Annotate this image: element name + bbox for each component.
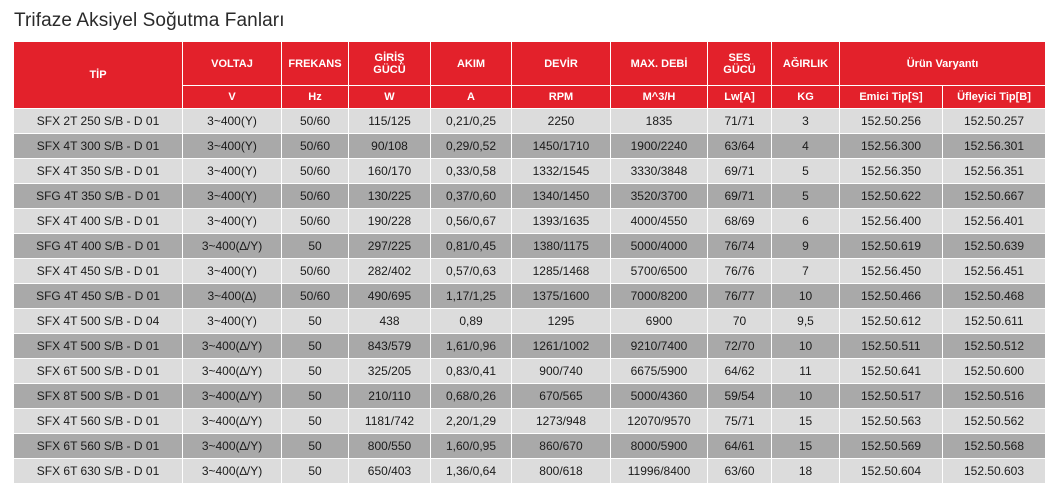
- cell-akim: 1,36/0,64: [431, 459, 512, 484]
- cell-emici: 152.50.517: [840, 384, 943, 409]
- cell-frekans: 50: [282, 384, 349, 409]
- cell-ses: 76/74: [708, 234, 772, 259]
- cell-voltaj: 3~400(Y): [183, 259, 282, 284]
- cell-emici: 152.56.300: [840, 134, 943, 159]
- cell-emici: 152.50.612: [840, 309, 943, 334]
- cell-devir: 1261/1002: [512, 334, 611, 359]
- col-header-devir: DEVİR: [512, 42, 611, 86]
- cell-akim: 0,68/0,26: [431, 384, 512, 409]
- cell-agirlik: 10: [772, 284, 840, 309]
- cell-akim: 1,17/1,25: [431, 284, 512, 309]
- cell-ufleyici: 152.50.562: [943, 409, 1046, 434]
- cell-akim: 0,56/0,67: [431, 209, 512, 234]
- cell-akim: 0,89: [431, 309, 512, 334]
- cell-tip: SFX 4T 560 S/B - D 01: [14, 409, 183, 434]
- unit-akim: A: [431, 86, 512, 109]
- cell-ufleyici: 152.50.512: [943, 334, 1046, 359]
- col-header-giris-line1: GİRİŞ: [374, 51, 405, 64]
- cell-giris: 1181/742: [349, 409, 431, 434]
- table-row: [14, 109, 1046, 134]
- cell-ufleyici: 152.50.568: [943, 434, 1046, 459]
- cell-debi: 6900: [611, 309, 708, 334]
- cell-akim: 0,57/0,63: [431, 259, 512, 284]
- cell-ses: 63/64: [708, 134, 772, 159]
- cell-ufleyici: 152.56.351: [943, 159, 1046, 184]
- cell-devir: 670/565: [512, 384, 611, 409]
- table-row: [14, 384, 1046, 409]
- cell-voltaj: 3~400(∆/Y): [183, 234, 282, 259]
- cell-ses: 59/54: [708, 384, 772, 409]
- cell-agirlik: 7: [772, 259, 840, 284]
- cell-agirlik: 9: [772, 234, 840, 259]
- cell-giris: 325/205: [349, 359, 431, 384]
- cell-ses: 72/70: [708, 334, 772, 359]
- cell-debi: 1900/2240: [611, 134, 708, 159]
- cell-voltaj: 3~400(Y): [183, 209, 282, 234]
- cell-ses: 64/61: [708, 434, 772, 459]
- cell-tip: SFX 4T 350 S/B - D 01: [14, 159, 183, 184]
- cell-emici: 152.50.622: [840, 184, 943, 209]
- cell-ufleyici: 152.50.603: [943, 459, 1046, 484]
- cell-ses: 69/71: [708, 159, 772, 184]
- col-header-voltaj: VOLTAJ: [183, 42, 282, 86]
- cell-voltaj: 3~400(Y): [183, 184, 282, 209]
- col-header-agirlik: AĞIRLIK: [772, 42, 840, 86]
- table-row: [14, 434, 1046, 459]
- cell-agirlik: 15: [772, 409, 840, 434]
- cell-devir: 1393/1635: [512, 209, 611, 234]
- col-header-debi: MAX. DEBİ: [611, 42, 708, 86]
- cell-emici: 152.56.450: [840, 259, 943, 284]
- cell-devir: 1295: [512, 309, 611, 334]
- page-title: Trifaze Aksiyel Soğutma Fanları: [14, 10, 285, 31]
- cell-ses: 64/62: [708, 359, 772, 384]
- cell-giris: 282/402: [349, 259, 431, 284]
- cell-emici: 152.50.604: [840, 459, 943, 484]
- cell-giris: 297/225: [349, 234, 431, 259]
- cell-giris: 160/170: [349, 159, 431, 184]
- cell-akim: 0,21/0,25: [431, 109, 512, 134]
- cell-tip: SFG 4T 400 S/B - D 01: [14, 234, 183, 259]
- cell-akim: 0,33/0,58: [431, 159, 512, 184]
- cell-devir: 900/740: [512, 359, 611, 384]
- cell-agirlik: 18: [772, 459, 840, 484]
- cell-ufleyici: 152.50.516: [943, 384, 1046, 409]
- table-row: [14, 309, 1046, 334]
- cell-devir: 1380/1175: [512, 234, 611, 259]
- cell-ses: 68/69: [708, 209, 772, 234]
- unit-frekans: Hz: [282, 86, 349, 109]
- cell-tip: SFX 6T 560 S/B - D 01: [14, 434, 183, 459]
- cell-tip: SFG 4T 450 S/B - D 01: [14, 284, 183, 309]
- cell-ufleyici: 152.50.611: [943, 309, 1046, 334]
- cell-emici: 152.50.641: [840, 359, 943, 384]
- cell-agirlik: 6: [772, 209, 840, 234]
- cell-tip: SFX 4T 450 S/B - D 01: [14, 259, 183, 284]
- cell-agirlik: 5: [772, 184, 840, 209]
- cell-akim: 1,60/0,95: [431, 434, 512, 459]
- cell-agirlik: 11: [772, 359, 840, 384]
- cell-frekans: 50/60: [282, 184, 349, 209]
- cell-devir: 2250: [512, 109, 611, 134]
- cell-akim: 0,81/0,45: [431, 234, 512, 259]
- cell-frekans: 50/60: [282, 259, 349, 284]
- cell-akim: 1,61/0,96: [431, 334, 512, 359]
- cell-debi: 12070/9570: [611, 409, 708, 434]
- cell-emici: 152.56.350: [840, 159, 943, 184]
- cell-ses: 69/71: [708, 184, 772, 209]
- col-header-giris-line2: GÜCÜ: [373, 63, 406, 76]
- cell-debi: 5700/6500: [611, 259, 708, 284]
- table-row: [14, 134, 1046, 159]
- table-row: [14, 334, 1046, 359]
- cell-frekans: 50: [282, 234, 349, 259]
- unit-giris: W: [349, 86, 431, 109]
- cell-ufleyici: 152.50.639: [943, 234, 1046, 259]
- cell-voltaj: 3~400(∆/Y): [183, 409, 282, 434]
- cell-voltaj: 3~400(Y): [183, 159, 282, 184]
- cell-voltaj: 3~400(∆/Y): [183, 434, 282, 459]
- cell-emici: 152.50.563: [840, 409, 943, 434]
- cell-voltaj: 3~400(Y): [183, 109, 282, 134]
- cell-voltaj: 3~400(∆/Y): [183, 359, 282, 384]
- table-row: [14, 459, 1046, 484]
- unit-agirlik: KG: [772, 86, 840, 109]
- cell-debi: 4000/4550: [611, 209, 708, 234]
- cell-tip: SFX 4T 500 S/B - D 04: [14, 309, 183, 334]
- cell-giris: 800/550: [349, 434, 431, 459]
- cell-debi: 1835: [611, 109, 708, 134]
- cell-debi: 11996/8400: [611, 459, 708, 484]
- cell-emici: 152.50.619: [840, 234, 943, 259]
- header-row: [14, 42, 1046, 86]
- cell-giris: 190/228: [349, 209, 431, 234]
- cell-devir: 1450/1710: [512, 134, 611, 159]
- unit-emici: Emici Tip[S]: [840, 86, 943, 109]
- cell-giris: 650/403: [349, 459, 431, 484]
- cell-ufleyici: 152.56.301: [943, 134, 1046, 159]
- cell-tip: SFX 2T 250 S/B - D 01: [14, 109, 183, 134]
- table-row: [14, 184, 1046, 209]
- cell-ufleyici: 152.50.667: [943, 184, 1046, 209]
- unit-ufleyici: Üfleyici Tip[B]: [943, 86, 1046, 109]
- cell-ses: 75/71: [708, 409, 772, 434]
- cell-debi: 5000/4360: [611, 384, 708, 409]
- cell-tip: SFG 4T 350 S/B - D 01: [14, 184, 183, 209]
- cell-debi: 7000/8200: [611, 284, 708, 309]
- col-header-tip: TİP: [14, 42, 183, 109]
- table-row: [14, 359, 1046, 384]
- cell-tip: SFX 6T 630 S/B - D 01: [14, 459, 183, 484]
- col-header-frekans: FREKANS: [282, 42, 349, 86]
- cell-ses: 76/76: [708, 259, 772, 284]
- cell-frekans: 50/60: [282, 159, 349, 184]
- cell-agirlik: 9,5: [772, 309, 840, 334]
- cell-agirlik: 3: [772, 109, 840, 134]
- cell-tip: SFX 4T 300 S/B - D 01: [14, 134, 183, 159]
- cell-devir: 800/618: [512, 459, 611, 484]
- cell-tip: SFX 4T 500 S/B - D 01: [14, 334, 183, 359]
- cell-tip: SFX 6T 500 S/B - D 01: [14, 359, 183, 384]
- cell-giris: 115/125: [349, 109, 431, 134]
- table-row: [14, 409, 1046, 434]
- cell-devir: 1332/1545: [512, 159, 611, 184]
- cell-emici: 152.50.569: [840, 434, 943, 459]
- cell-emici: 152.50.511: [840, 334, 943, 359]
- cell-emici: 152.50.466: [840, 284, 943, 309]
- cell-akim: 0,29/0,52: [431, 134, 512, 159]
- col-header-ses-line1: SES: [728, 51, 751, 64]
- cell-frekans: 50/60: [282, 209, 349, 234]
- cell-frekans: 50: [282, 409, 349, 434]
- cell-debi: 3520/3700: [611, 184, 708, 209]
- cell-voltaj: 3~400(Y): [183, 309, 282, 334]
- cell-ses: 76/77: [708, 284, 772, 309]
- cell-ses: 63/60: [708, 459, 772, 484]
- cell-ufleyici: 152.56.451: [943, 259, 1046, 284]
- cell-ufleyici: 152.56.401: [943, 209, 1046, 234]
- cell-giris: 843/579: [349, 334, 431, 359]
- cell-debi: 6675/5900: [611, 359, 708, 384]
- cell-debi: 9210/7400: [611, 334, 708, 359]
- cell-ufleyici: 152.50.257: [943, 109, 1046, 134]
- cell-emici: 152.50.256: [840, 109, 943, 134]
- cell-debi: 8000/5900: [611, 434, 708, 459]
- cell-voltaj: 3~400(∆/Y): [183, 459, 282, 484]
- cell-ses: 70: [708, 309, 772, 334]
- cell-debi: 5000/4000: [611, 234, 708, 259]
- cell-frekans: 50/60: [282, 284, 349, 309]
- cell-ufleyici: 152.50.600: [943, 359, 1046, 384]
- unit-voltaj: V: [183, 86, 282, 109]
- col-header-ses-line2: GÜCÜ: [723, 63, 756, 76]
- cell-frekans: 50/60: [282, 109, 349, 134]
- cell-frekans: 50: [282, 459, 349, 484]
- cell-ufleyici: 152.50.468: [943, 284, 1046, 309]
- col-header-ses: [708, 42, 772, 86]
- cell-emici: 152.56.400: [840, 209, 943, 234]
- cell-devir: 860/670: [512, 434, 611, 459]
- cell-agirlik: 4: [772, 134, 840, 159]
- cell-voltaj: 3~400(∆/Y): [183, 384, 282, 409]
- cell-ses: 71/71: [708, 109, 772, 134]
- cell-agirlik: 10: [772, 384, 840, 409]
- cell-voltaj: 3~400(∆): [183, 284, 282, 309]
- cell-devir: 1340/1450: [512, 184, 611, 209]
- cell-tip: SFX 4T 400 S/B - D 01: [14, 209, 183, 234]
- unit-devir: RPM: [512, 86, 611, 109]
- unit-debi: M^3/H: [611, 86, 708, 109]
- unit-ses: Lw[A]: [708, 86, 772, 109]
- cell-agirlik: 15: [772, 434, 840, 459]
- cell-frekans: 50: [282, 359, 349, 384]
- table-body: [14, 109, 1046, 484]
- cell-debi: 3330/3848: [611, 159, 708, 184]
- table-row: [14, 209, 1046, 234]
- cell-agirlik: 10: [772, 334, 840, 359]
- cell-giris: 90/108: [349, 134, 431, 159]
- cell-frekans: 50: [282, 334, 349, 359]
- table-row: [14, 259, 1046, 284]
- cell-devir: 1285/1468: [512, 259, 611, 284]
- table-row: [14, 159, 1046, 184]
- cell-giris: 438: [349, 309, 431, 334]
- col-header-varyant: Ürün Varyantı: [840, 42, 1046, 86]
- cell-frekans: 50: [282, 434, 349, 459]
- cell-tip: SFX 8T 500 S/B - D 01: [14, 384, 183, 409]
- cell-akim: 2,20/1,29: [431, 409, 512, 434]
- cell-giris: 210/110: [349, 384, 431, 409]
- cell-devir: 1375/1600: [512, 284, 611, 309]
- table-row: [14, 234, 1046, 259]
- cell-frekans: 50/60: [282, 134, 349, 159]
- cell-giris: 490/695: [349, 284, 431, 309]
- cell-akim: 0,83/0,41: [431, 359, 512, 384]
- col-header-giris: [349, 42, 431, 86]
- cell-frekans: 50: [282, 309, 349, 334]
- cell-voltaj: 3~400(∆/Y): [183, 334, 282, 359]
- cell-devir: 1273/948: [512, 409, 611, 434]
- cell-voltaj: 3~400(Y): [183, 134, 282, 159]
- cell-akim: 0,37/0,60: [431, 184, 512, 209]
- table-row: [14, 284, 1046, 309]
- cell-agirlik: 5: [772, 159, 840, 184]
- cell-giris: 130/225: [349, 184, 431, 209]
- col-header-akim: AKIM: [431, 42, 512, 86]
- spec-table: [13, 41, 1046, 483]
